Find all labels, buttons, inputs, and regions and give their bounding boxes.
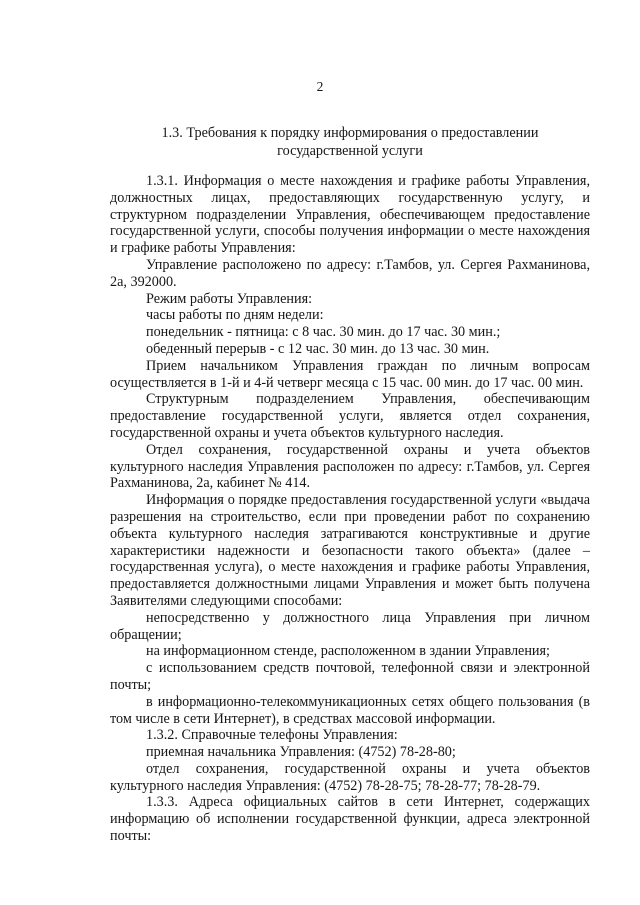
paragraph-1-3-3: 1.3.3. Адреса официальных сайтов в сети Интернет, содержащих информацию об исполнении государственной функции, адреса электронной почты: <box>110 794 590 845</box>
page-number: 2 <box>316 79 324 94</box>
paragraph-1-3-2: 1.3.2. Справочные телефоны Управления: <box>146 727 398 744</box>
paragraph-information-order: Информация о порядке предоставления государственной услуги «выдача разрешения на строительство, если при проведении работ по сохранению объекта культурного наследия затрагиваются конструктивные и другие характеристики надежности и безопасности такого объекта» (далее – государственная услуга), о месте нахождения и графике работы Управления, предоставляется должностными лицами Управления и может быть получена Заявителями следующими способами: <box>110 492 590 609</box>
paragraph-structural-unit: Структурным подразделением Управления, обеспечивающим предоставление государственной услуги, является отдел сохранения, государственной охраны и учета объектов культурного наследия. <box>110 391 590 441</box>
paragraph-reception: Прием начальником Управления граждан по личным вопросам осуществляется в 1-й и 4-й четверг месяца с 15 час. 00 мин. до 17 час. 00 мин. <box>110 357 590 391</box>
paragraph-department-address: Отдел сохранения, государственной охраны и учета объектов культурного наследия Управления расположен по адресу: г.Тамбов, ул. Сергея Рахманинова, 2а, кабинет № 414. <box>110 441 590 492</box>
paragraph-method-mail: с использованием средств почтовой, телефонной связи и электронной почты; <box>110 660 590 693</box>
paragraph-work-mode: Режим работы Управления: <box>146 290 313 307</box>
paragraph-method-personal: непосредственно у должностного лица Управления при личном обращении; <box>110 609 590 643</box>
paragraph-1-3-1: 1.3.1. Информация о месте нахождения и графике работы Управления, должностных лицах, предоставляющих государственную услугу, и структурном подразделении Управления, обеспечивающем предоставление государственной услуги, способы получения информации о месте нахождения и графике работы Управления: <box>110 173 590 257</box>
paragraph-lunch-break: обеденный перерыв - с 12 час. 30 мин. до 13 час. 30 мин. <box>146 340 490 357</box>
paragraph-method-stand: на информационном стенде, расположенном в здании Управления; <box>146 643 550 660</box>
paragraph-address: Управление расположено по адресу: г.Тамбов, ул. Сергея Рахманинова, 2а, 392000. <box>110 256 590 290</box>
section-heading-line-2: государственной услуги <box>277 143 423 159</box>
paragraph-department-phones: отдел сохранения, государственной охраны и учета объектов культурного наследия Управления: (4752) 78-28-75; 78-28-77; 78-28-79. <box>110 760 590 794</box>
section-heading <box>110 124 590 160</box>
document-body <box>110 173 590 845</box>
paragraph-method-internet: в информационно-телекоммуникационных сетях общего пользования (в том числе в сети Интернет), в средствах массовой информации. <box>110 693 590 727</box>
paragraph-work-hours: часы работы по дням недели: <box>146 307 324 324</box>
paragraph-reception-phone: приемная начальника Управления: (4752) 78-28-80; <box>146 744 456 761</box>
section-heading-line-1: 1.3. Требования к порядку информирования о предоставлении <box>161 125 539 141</box>
paragraph-weekdays: понедельник - пятница: с 8 час. 30 мин. до 17 час. 30 мин.; <box>146 324 501 341</box>
